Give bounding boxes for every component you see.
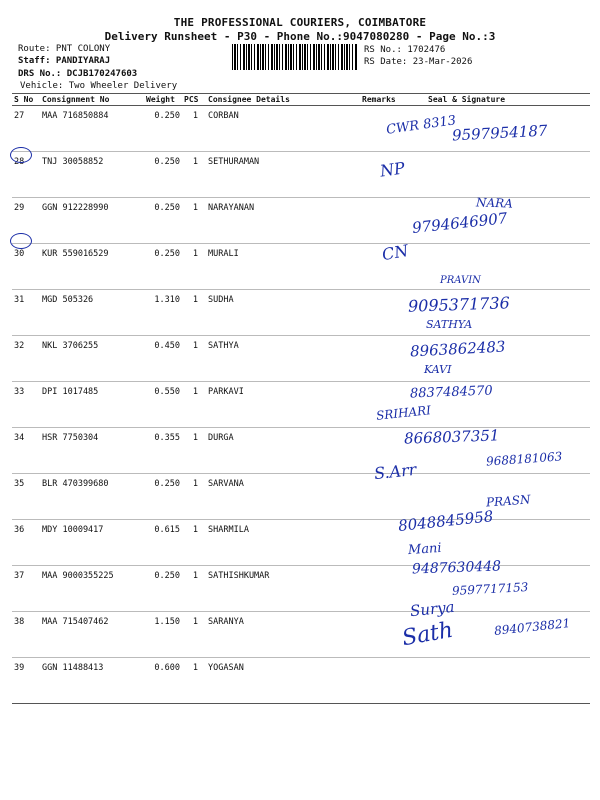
handwritten-signature: Mani [407, 540, 443, 559]
route-label: Route: PNT COLONY [18, 44, 111, 54]
cell-sno: 38 [12, 612, 40, 658]
cell-consignment: MAA 716850884 [40, 106, 144, 152]
cell-consignee: SUDHA [206, 290, 360, 336]
table-row [12, 244, 590, 290]
handwritten-signature: NARA [475, 195, 514, 211]
cell-sno: 31 [12, 290, 40, 336]
cell-pcs: 1 [182, 198, 206, 244]
cell-consignee: SARVANA [206, 474, 360, 520]
cell-weight: 0.355 [144, 428, 182, 474]
col-signature: Seal & Signature [418, 94, 590, 106]
runsheet-table [12, 93, 590, 704]
cell-sno: 29 [12, 198, 40, 244]
cell-sno: 27 [12, 106, 40, 152]
rs-number: RS No.: 1702476 [364, 45, 446, 55]
handwritten-signature: Sath [400, 617, 455, 652]
table-row [12, 520, 590, 566]
handwritten-signature: Surya [409, 597, 456, 621]
drs-label: DRS No.: DCJB170247603 [18, 69, 138, 79]
handwritten-signature: CWR 8313 [385, 113, 458, 138]
pen-circle-mark [10, 147, 32, 163]
cell-weight: 1.150 [144, 612, 182, 658]
cell-weight: 0.250 [144, 198, 182, 244]
cell-pcs: 1 [182, 428, 206, 474]
handwritten-signature: 9597954187 [451, 121, 548, 145]
cell-pcs: 1 [182, 382, 206, 428]
cell-consignment: GGN 11488413 [40, 658, 144, 704]
cell-consignment: MAA 9000355225 [40, 566, 144, 612]
cell-sno: 36 [12, 520, 40, 566]
cell-consignment: KUR 559016529 [40, 244, 144, 290]
col-sno: S No [12, 94, 40, 106]
col-remarks: Remarks [360, 94, 418, 106]
cell-consignment: DPI 1017485 [40, 382, 144, 428]
handwritten-signature: 8668037351 [403, 426, 500, 448]
cell-sno: 33 [12, 382, 40, 428]
cell-consignment: HSR 7750304 [40, 428, 144, 474]
cell-pcs: 1 [182, 106, 206, 152]
handwritten-signature: 8048845958 [397, 507, 495, 535]
table-row [12, 382, 590, 428]
staff-label: Staff: PANDIYARAJ [18, 56, 111, 66]
cell-consignee: CORBAN [206, 106, 360, 152]
cell-consignee: MURALI [206, 244, 360, 290]
handwritten-signature: CN [380, 240, 410, 265]
cell-consignment: MDY 10009417 [40, 520, 144, 566]
handwritten-signature: PRASN [485, 492, 531, 510]
cell-pcs: 1 [182, 336, 206, 382]
cell-consignee: DURGA [206, 428, 360, 474]
cell-consignment: MGD 505326 [40, 290, 144, 336]
table-row [12, 658, 590, 704]
cell-weight: 0.250 [144, 244, 182, 290]
handwritten-signature: S.Arr [373, 459, 418, 484]
cell-sno: 32 [12, 336, 40, 382]
handwritten-signature: 8837484570 [409, 383, 493, 402]
cell-weight: 0.550 [144, 382, 182, 428]
rs-date: RS Date: 23-Mar-2026 [364, 57, 473, 67]
cell-consignment: NKL 3706255 [40, 336, 144, 382]
handwritten-signature: SATHYA [426, 318, 473, 331]
cell-weight: 1.310 [144, 290, 182, 336]
cell-signature [418, 152, 590, 198]
cell-consignment: GGN 912228990 [40, 198, 144, 244]
cell-pcs: 1 [182, 612, 206, 658]
table-header-row [12, 94, 590, 106]
cell-signature [418, 658, 590, 704]
runsheet-subtitle: Delivery Runsheet - P30 - Phone No.:9047080280 - Page No.:3 [104, 30, 496, 43]
cell-weight: 0.600 [144, 658, 182, 704]
cell-consignee: PARKAVI [206, 382, 360, 428]
cell-pcs: 1 [182, 152, 206, 198]
cell-sno: 37 [12, 566, 40, 612]
handwritten-signature: KAVI [424, 363, 452, 376]
col-consignment: Consignment No [40, 94, 144, 106]
cell-weight: 0.450 [144, 336, 182, 382]
cell-weight: 0.250 [144, 566, 182, 612]
cell-consignee: SARANYA [206, 612, 360, 658]
cell-sno: 34 [12, 428, 40, 474]
cell-consignment: MAA 715407462 [40, 612, 144, 658]
cell-consignee: SATHISHKUMAR [206, 566, 360, 612]
cell-pcs: 1 [182, 474, 206, 520]
cell-weight: 0.615 [144, 520, 182, 566]
handwritten-signature: 9487630448 [411, 558, 502, 578]
handwritten-signature: 9794646907 [411, 209, 509, 237]
cell-pcs: 1 [182, 520, 206, 566]
handwritten-signature: 8940738821 [493, 616, 571, 638]
cell-weight: 0.250 [144, 152, 182, 198]
cell-consignee: YOGASAN [206, 658, 360, 704]
col-consignee: Consignee Details [206, 94, 360, 106]
cell-pcs: 1 [182, 566, 206, 612]
cell-consignee: NARAYANAN [206, 198, 360, 244]
col-pcs: PCS [182, 94, 206, 106]
handwritten-signature: 8963862483 [409, 337, 506, 361]
cell-pcs: 1 [182, 244, 206, 290]
cell-weight: 0.250 [144, 474, 182, 520]
cell-pcs: 1 [182, 658, 206, 704]
pen-circle-mark [10, 233, 32, 249]
cell-sno: 39 [12, 658, 40, 704]
company-title: THE PROFESSIONAL COURIERS, COIMBATORE [173, 16, 427, 29]
cell-consignment: BLR 470399680 [40, 474, 144, 520]
cell-consignment: TNJ 30058852 [40, 152, 144, 198]
cell-remarks [360, 658, 418, 704]
handwritten-signature: 9688181063 [485, 449, 563, 469]
vehicle-label: Vehicle: Two Wheeler Delivery [20, 81, 178, 91]
cell-sno: 28 [12, 152, 40, 198]
cell-consignee: SHARMILA [206, 520, 360, 566]
handwritten-signature: NP [378, 158, 406, 181]
handwritten-signature: SRIHARI [375, 403, 432, 423]
table-row [12, 152, 590, 198]
cell-weight: 0.250 [144, 106, 182, 152]
cell-remarks [360, 198, 418, 244]
cell-sno: 30 [12, 244, 40, 290]
cell-consignee: SETHURAMAN [206, 152, 360, 198]
handwritten-signature: 9095371736 [407, 293, 511, 316]
handwritten-signature: PRAVIN [440, 275, 481, 286]
col-weight: Weight [144, 94, 182, 106]
cell-sno: 35 [12, 474, 40, 520]
cell-consignee: SATHYA [206, 336, 360, 382]
barcode [232, 44, 358, 70]
handwritten-signature: 9597717153 [451, 580, 529, 598]
cell-pcs: 1 [182, 290, 206, 336]
